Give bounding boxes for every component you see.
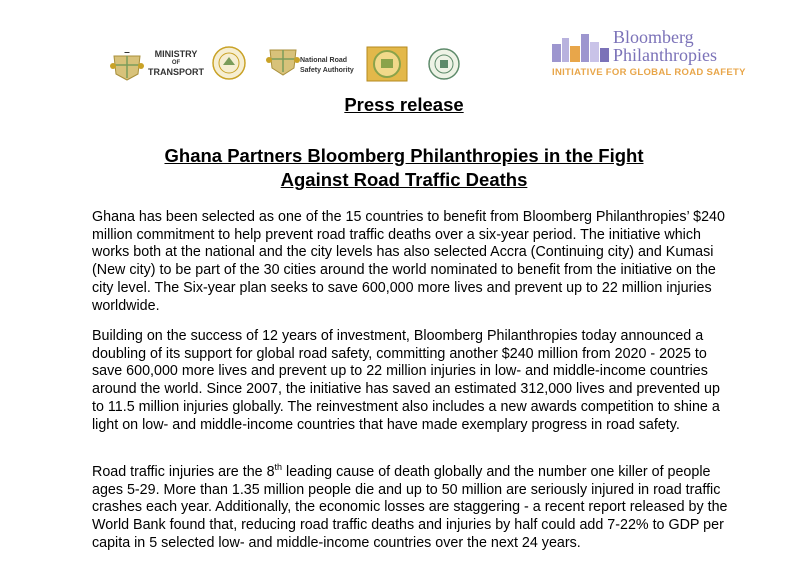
ghana-coat-of-arms-icon [110, 52, 144, 82]
headline [100, 144, 708, 192]
document-label: Press release [344, 94, 464, 115]
paragraph-3 [92, 464, 732, 553]
headline-line-2: Against Road Traffic Deaths [280, 169, 528, 190]
paragraph-3-part-1: Road traffic injuries are the 8 [92, 464, 275, 480]
ordinal-superscript: th [274, 462, 283, 473]
partner-subtitle: INITIATIVE FOR GLOBAL ROAD SAFETY [552, 67, 746, 78]
nrsa-label [300, 56, 354, 76]
ministry-line-1: MINISTRY [154, 49, 198, 59]
metropolitan-seal-icon [428, 48, 460, 80]
logo-bar [0, 0, 808, 90]
nrsa-crest-icon [266, 46, 300, 78]
nrsa-line-2: Safety Authority [300, 67, 354, 74]
ministry-line-3: TRANSPORT [148, 67, 204, 77]
paragraph-3-part-2: leading cause of death globally and the number one killer of people ages 5-29. More than 1.35 million people die and up to 50 million are seriously injured in road traffic crashes each year. Additionally, the economic losses are staggering - a recent report released by the World Bank found that, reducing road traffic deaths and injuries by half could add 7-22% to GDP per capita in 5 selected low- and middle-income countries over the next 24 years. [92, 464, 728, 551]
nrsa-line-1: National Road [300, 57, 348, 64]
round-seal-icon [212, 46, 246, 80]
paragraph-1: Ghana has been selected as one of the 15 countries to benefit from Bloomberg Philanthropies’ $240 million commitment to help prevent road traffic deaths over a six-year period. The initiative which works both at the national and the city levels has also selected Accra (Continuing city) and Kumasi (New city) to be part of the 30 cities around the world nominated to benefit from the initiative on the city level. The Six-year plan seeks to save 600,000 more lives and prevent up to 22 million injuries worldwide. [92, 209, 725, 314]
paragraph-2: Building on the success of 12 years of investment, Bloomberg Philanthropies today announced a doubling of its support for global road safety, committing another $240 million from 2020 - 2025 to save 600,000 more lives and prevent up to 22 million injuries in low- and middle-income countries around the world. Since 2007, the initiative has saved an estimated 312,000 lives and prevented up to 11.5 million injuries globally. The reinvestment also includes a new awards competition to shine a light on low- and middle-income countries that have made exemplary progress in road safety. [92, 328, 720, 433]
headline-line-1: Ghana Partners Bloomberg Philanthropies in the Fight [164, 145, 644, 166]
partner-title-line-1: Bloomberg [613, 27, 694, 47]
ministry-of-transport-label [148, 49, 204, 78]
assembly-emblem-icon [366, 46, 408, 82]
bloomberg-philanthropies-logo-icon [552, 32, 610, 62]
partner-title [613, 28, 717, 64]
partner-title-line-2: Philanthropies [613, 45, 717, 65]
ministry-line-2: OF [171, 60, 181, 66]
